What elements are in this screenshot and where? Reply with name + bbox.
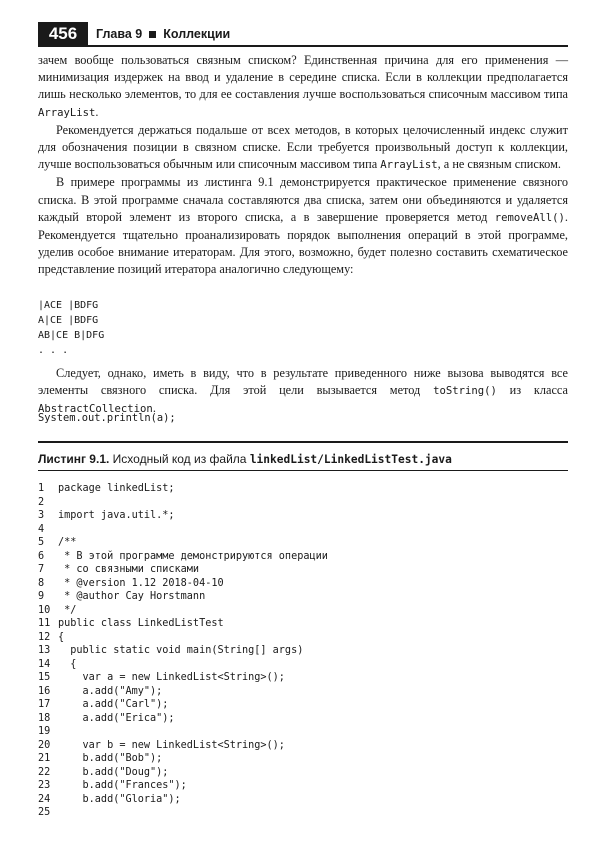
line-number: 13 xyxy=(38,645,51,656)
diagram-line: A|CE |BDFG xyxy=(38,315,99,326)
header-rule xyxy=(38,45,568,47)
line-number: 20 xyxy=(38,739,51,751)
code-line xyxy=(38,563,328,577)
line-number: 9 xyxy=(38,591,45,602)
paragraph-3: В примере программы из листинга 9.1 демонстрируется практическое применение связного списка. В этой программе сначала составляются два списка, затем они объединяются и удаляется каждый второй элемент из второго списка, а в завершение проверяется метод removeAll(). Рекомендуется тщательно проанализировать порядок выполнения операций в этой программе, уделив особое внимание итераторам. Для этого, возможно, будет полезно составить схематическое представление позиций итератора аналогично следующему: xyxy=(38,175,568,277)
paragraph-1: зачем вообще пользоваться связным списком? Единственная причина для его применения — минимизация издержек на ввод и удаление в середине списка. Если в коллекции предполагается лишь несколько элементов, то для ее составления лучше воспользоваться списочным массивом типа ArrayList. xyxy=(38,53,568,119)
code-line xyxy=(38,671,328,685)
code-text: * @version 1.12 2018-04-10 xyxy=(58,577,224,589)
line-number: 22 xyxy=(38,766,51,778)
line-number: 12 xyxy=(38,631,51,643)
code-line xyxy=(38,644,328,658)
inline-code: toString() xyxy=(433,385,497,398)
line-number: 18 xyxy=(38,712,51,724)
inline-code: removeAll() xyxy=(494,211,565,224)
code-line xyxy=(38,793,328,807)
diagram-line: AB|CE B|DFG xyxy=(38,330,105,341)
code-line xyxy=(38,806,328,820)
code-line xyxy=(38,779,328,793)
line-number: 11 xyxy=(38,618,51,629)
iterator-diagram xyxy=(38,298,104,358)
line-number: 10 xyxy=(38,604,51,616)
code-line xyxy=(38,739,328,753)
code-line xyxy=(38,604,328,618)
line-number: 24 xyxy=(38,793,51,805)
code-line xyxy=(38,766,328,780)
code-text: */ xyxy=(58,604,77,616)
line-number: 1 xyxy=(38,483,45,494)
code-text: a.add("Carl"); xyxy=(58,699,169,710)
code-text: a.add("Amy"); xyxy=(58,685,163,697)
code-line xyxy=(38,523,328,537)
code-text: public static void main(String[] args) xyxy=(58,645,304,656)
page-number: 456 xyxy=(38,22,88,46)
square-bullet-icon xyxy=(149,31,156,38)
inline-code: ArrayList xyxy=(38,106,96,119)
line-number: 8 xyxy=(38,577,45,589)
code-text: package linkedList; xyxy=(58,483,175,494)
line-number: 6 xyxy=(38,550,45,562)
diagram-line: |ACE |BDFG xyxy=(38,300,99,311)
code-line xyxy=(38,482,328,496)
line-number: 14 xyxy=(38,658,51,670)
code-text: * со связными списками xyxy=(58,564,200,575)
code-line xyxy=(38,698,328,712)
line-number: 19 xyxy=(38,726,51,737)
running-head xyxy=(96,25,230,43)
line-number: 4 xyxy=(38,523,45,535)
diagram-line: . . . xyxy=(38,345,69,356)
paragraph-2: Рекомендуется держаться подальше от всех методов, в которых целочисленный индекс служит для обозначения позиции в связном списке. Если требуется произвольный доступ к коллекции, лучше воспользоваться обычным или списочным массивом типа ArrayList, а не связным списком. xyxy=(38,122,568,172)
code-line xyxy=(38,752,328,766)
code-text: { xyxy=(58,631,65,643)
code-text: b.add("Frances"); xyxy=(58,780,187,791)
section-label: Коллекции xyxy=(163,27,231,41)
code-text: * @author Cay Horstmann xyxy=(58,591,206,602)
code-text: { xyxy=(58,658,77,670)
code-line xyxy=(38,577,328,591)
inline-code: ArrayList xyxy=(380,159,438,172)
code-line xyxy=(38,725,328,739)
code-line xyxy=(38,509,328,523)
line-number: 2 xyxy=(38,496,45,508)
line-number: 5 xyxy=(38,537,45,548)
code-line xyxy=(38,685,328,699)
code-snippet: System.out.println(a); xyxy=(38,412,176,424)
body-text xyxy=(38,52,568,279)
code-text: a.add("Erica"); xyxy=(58,712,175,724)
inline-code: AbstractCollection xyxy=(38,403,153,416)
listing-label: Листинг 9.1. xyxy=(38,452,110,466)
listing-caption-text: Исходный код из файла xyxy=(112,452,247,466)
code-line xyxy=(38,617,328,631)
line-number: 16 xyxy=(38,685,51,697)
line-number: 23 xyxy=(38,780,51,791)
code-line xyxy=(38,536,328,550)
code-listing xyxy=(38,482,328,820)
code-line xyxy=(38,590,328,604)
listing-caption xyxy=(38,450,452,469)
code-line xyxy=(38,631,328,645)
code-text: var b = new LinkedList<String>(); xyxy=(58,739,285,751)
code-text: /** xyxy=(58,537,77,548)
line-number: 21 xyxy=(38,753,51,764)
line-number: 25 xyxy=(38,807,51,818)
code-line xyxy=(38,712,328,726)
line-number: 3 xyxy=(38,510,45,521)
page-header xyxy=(38,22,568,46)
listing-bottom-rule xyxy=(38,470,568,471)
code-line xyxy=(38,496,328,510)
code-text: b.add("Bob"); xyxy=(58,753,163,764)
line-number: 15 xyxy=(38,672,51,683)
code-text: b.add("Gloria"); xyxy=(58,793,181,805)
chapter-label: Глава 9 xyxy=(96,27,143,41)
code-text: * В этой программе демонстрируются операции xyxy=(58,550,328,562)
code-line xyxy=(38,658,328,672)
line-number: 7 xyxy=(38,564,45,575)
line-number: 17 xyxy=(38,699,51,710)
listing-top-rule xyxy=(38,441,568,443)
code-text: var a = new LinkedList<String>(); xyxy=(58,672,285,683)
paragraph-4: Следует, однако, иметь в виду, что в результате приведенного ниже вызова выводятся все элементы связного списка. Для этой цели вызывается метод toString() из класса AbstractCollection. xyxy=(38,366,569,416)
listing-filename: linkedList/LinkedListTest.java xyxy=(249,453,452,466)
code-text: import java.util.*; xyxy=(58,510,175,521)
code-text: b.add("Doug"); xyxy=(58,766,169,778)
code-text: public class LinkedListTest xyxy=(58,618,224,629)
code-line xyxy=(38,550,328,564)
